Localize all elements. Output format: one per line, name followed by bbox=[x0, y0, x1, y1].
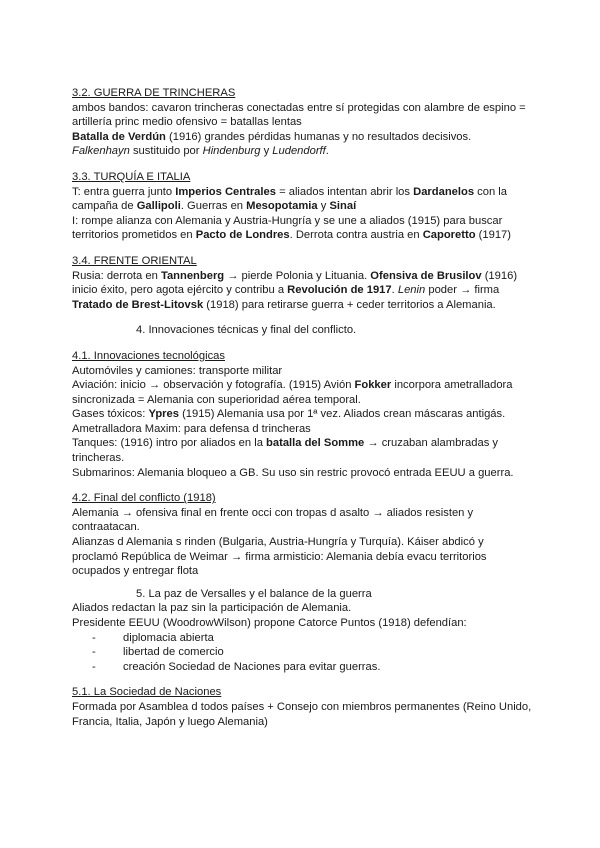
term: Sinaí bbox=[329, 200, 357, 213]
text: (1915) Alemania usa por 1ª vez. Aliados crean máscaras antigás. bbox=[178, 408, 506, 421]
name-lenin: Lenin bbox=[397, 284, 426, 297]
text: = aliados intentan abrir los bbox=[275, 185, 414, 198]
paragraph-tanks bbox=[72, 436, 532, 465]
list-item: - creación Sociedad de Naciones para evitar guerras. bbox=[92, 660, 532, 675]
paragraph-machine-gun: Ametralladora Maxim: para defensa d trincheras bbox=[72, 422, 311, 435]
text: (1916) inicio éxito, pero agota ejército y contribu a bbox=[72, 269, 518, 297]
paragraph-peace: Aliados redactan la paz sin la participación de Alemania. bbox=[72, 602, 352, 615]
name-hindenburg: Hindenburg bbox=[202, 145, 261, 158]
paragraph-italy bbox=[72, 214, 532, 243]
list-item: - libertad de comercio bbox=[92, 645, 532, 660]
text: Aviación: inicio → observación y fotografía. (1915) Avión bbox=[72, 379, 355, 392]
paragraph-eastern-front bbox=[72, 269, 532, 313]
term: Pacto de Londres bbox=[195, 229, 290, 242]
term: Caporetto bbox=[422, 229, 476, 242]
paragraph-verdun bbox=[72, 130, 532, 145]
paragraph-league: Formada por Asamblea d todos países + Consejo con miembros permanentes (Reino Unido, Francia, Italia, Japón y luego Alemania) bbox=[72, 700, 532, 728]
term: Ypres bbox=[148, 408, 179, 421]
paragraph-gases bbox=[72, 407, 532, 422]
paragraph-trenches: ambos bandos: cavaron trincheras conectadas entre sí protegidas con alambre de espino = artillería princ medio ofensivo = batallas lentas bbox=[72, 101, 526, 129]
paragraph-fourteen-points: Presidente EEUU (WoodrowWilson) propone Catorce Puntos (1918) defendían: bbox=[72, 617, 467, 629]
text: Tanques: (1916) intro por aliados en la bbox=[72, 437, 267, 450]
name-falkenhayn: Falkenhayn bbox=[72, 145, 130, 158]
term: Mesopotamia bbox=[246, 200, 318, 213]
term: Imperios Centrales bbox=[175, 185, 276, 198]
text: sustituido por bbox=[129, 145, 203, 158]
document-page bbox=[72, 86, 532, 729]
term: Tannenberg bbox=[160, 269, 225, 282]
paragraph-turkey bbox=[72, 185, 532, 214]
term: Fokker bbox=[354, 379, 392, 392]
paragraph-final-offensive: Alemania → ofensiva final en frente occi con tropas d asalto → aliados resisten y contraatacan. bbox=[72, 506, 474, 534]
paragraph-armistice: Alianzas d Alemania s rinden (Bulgaria, Austria-Hungría y Turquía). Káiser abdicó y proclamó República de Weimar → firma armisticio: Alemania debía evacu territorios ocupados y entregar flota bbox=[72, 536, 487, 578]
text: . bbox=[325, 145, 329, 158]
section-5-title: 5. La paz de Versalles y el balance de la guerra bbox=[136, 587, 372, 600]
term: Revolución de 1917 bbox=[287, 284, 392, 297]
paragraph-aviation bbox=[72, 378, 532, 407]
text: (1916) grandes pérdidas humanas y no resultados decisivos. bbox=[165, 130, 472, 143]
text: . bbox=[391, 284, 398, 297]
text: . Derrota contra austria en bbox=[289, 229, 423, 242]
section-4-title: 4. Innovaciones técnicas y final del conflicto. bbox=[136, 324, 357, 337]
paragraph-commanders bbox=[72, 144, 532, 159]
heading-3-4: 3.4. FRENTE ORIENTAL bbox=[72, 254, 197, 267]
fourteen-points-list bbox=[72, 631, 532, 675]
term: Dardanelos bbox=[413, 185, 475, 198]
text: con la campaña de bbox=[72, 185, 508, 213]
heading-3-2: 3.2. GUERRA DE TRINCHERAS bbox=[72, 87, 236, 99]
term: Gallipoli bbox=[136, 200, 181, 213]
text: (1917) bbox=[475, 229, 511, 242]
text: → cruzaban alambradas y trincheras. bbox=[72, 437, 498, 465]
text: y bbox=[260, 145, 273, 158]
heading-4-1: 4.1. Innovaciones tecnológicas bbox=[72, 349, 225, 362]
heading-3-3: 3.3. TURQUÍA E ITALIA bbox=[72, 170, 191, 183]
text: . Guerras en bbox=[180, 200, 247, 213]
term: Ofensiva de Brusilov bbox=[370, 269, 482, 282]
text: Gases tóxicos: bbox=[72, 408, 149, 421]
text: T: entra guerra junto bbox=[72, 185, 176, 198]
paragraph-submarines: Submarinos: Alemania bloqueo a GB. Su uso sin restric provocó entrada EEUU a guerra. bbox=[72, 466, 514, 479]
text: y bbox=[317, 200, 330, 213]
heading-4-2: 4.2. Final del conflicto (1918) bbox=[72, 492, 216, 505]
list-item: - diplomacia abierta bbox=[92, 631, 532, 646]
text: I: rompe alianza con Alemania y Austria-Hungría y se une a aliados (1915) para buscar territorios prometidos en bbox=[72, 214, 503, 242]
text: incorpora ametralladora sincronizada = Alemania con superioridad aérea temporal. bbox=[72, 379, 513, 406]
term: Tratado de Brest-Litovsk bbox=[72, 298, 204, 311]
term-verdun: Batalla de Verdún bbox=[72, 130, 166, 143]
term: batalla del Somme bbox=[266, 437, 365, 450]
text: → pierde Polonia y Lituania. bbox=[224, 269, 371, 282]
paragraph-automobiles: Automóviles y camiones: transporte militar bbox=[72, 364, 283, 377]
text: (1918) para retirarse guerra + ceder territorios a Alemania. bbox=[203, 298, 496, 311]
text: poder → firma bbox=[425, 284, 500, 297]
text: Rusia: derrota en bbox=[72, 269, 161, 282]
heading-5-1: 5.1. La Sociedad de Naciones bbox=[72, 686, 222, 699]
name-ludendorff: Ludendorff bbox=[272, 145, 326, 158]
